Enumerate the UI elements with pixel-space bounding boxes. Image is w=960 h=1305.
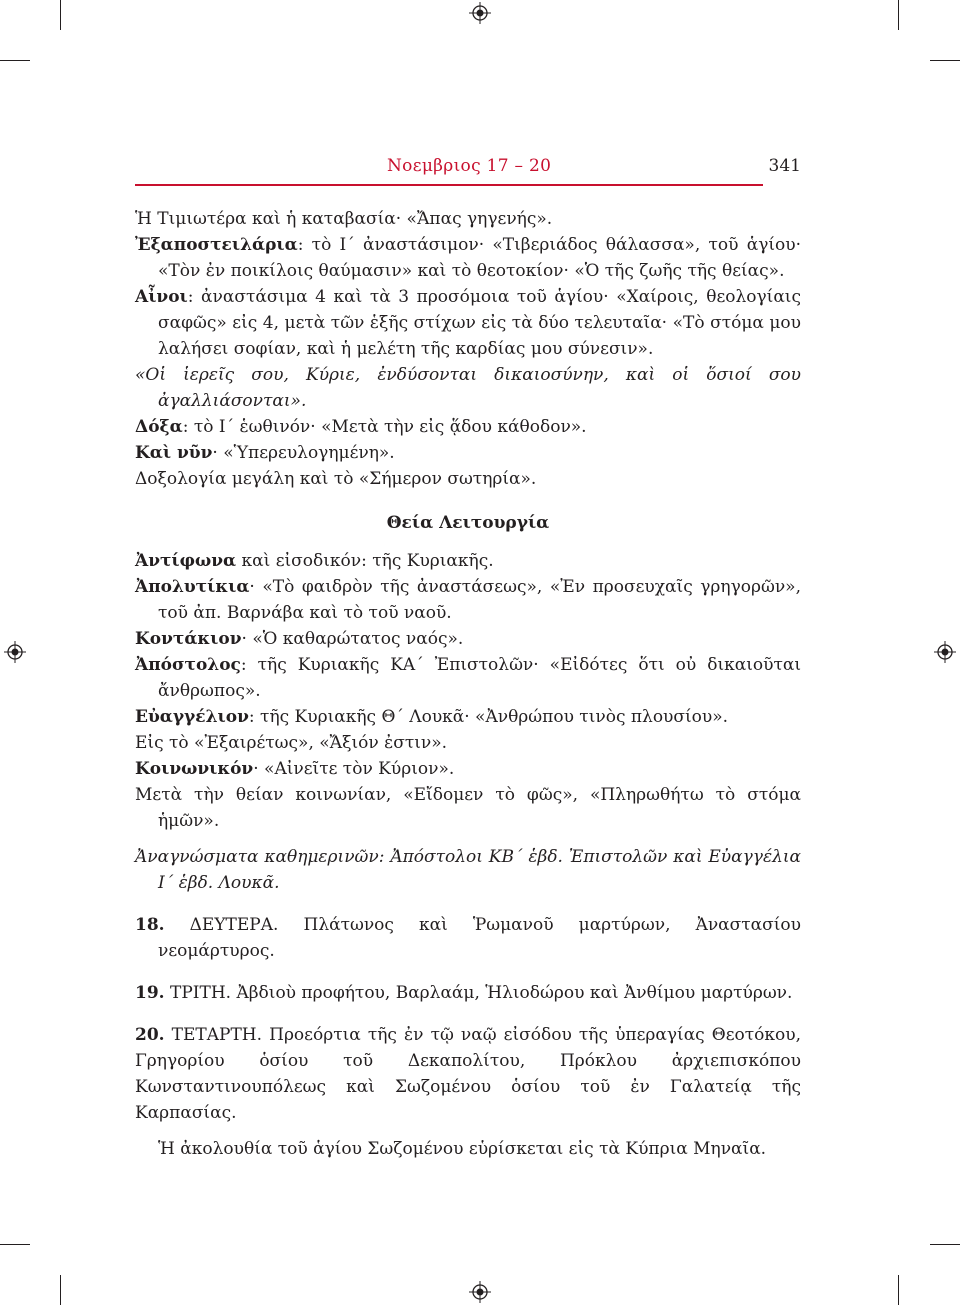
- rubric-label: Αἶνοι: [135, 287, 188, 307]
- rubric-label: Κοινωνικόν: [135, 759, 254, 779]
- paragraph: [135, 652, 801, 704]
- crop-mark: [930, 60, 960, 61]
- paragraph: [135, 466, 801, 492]
- crop-mark: [0, 60, 30, 61]
- text: Δοξολογία μεγάλη καὶ τὸ «Σήμερον σωτηρία».: [135, 469, 537, 489]
- rubric-label: Εὐαγγέλιον: [135, 707, 249, 727]
- paragraph: [135, 844, 801, 896]
- paragraph: [135, 284, 801, 362]
- day-entry: [135, 912, 801, 964]
- crop-mark: [930, 1244, 960, 1245]
- paragraph: [135, 626, 801, 652]
- registration-mark-icon: [469, 2, 491, 24]
- rubric-label: Ἀπολυτίκια: [135, 577, 250, 597]
- paragraph: [135, 1136, 801, 1162]
- text: : τὸ Ι´ ἀναστάσιμον· «Τιβεριάδος θάλασσα», τοῦ ἁγίου· «Τὸν ἐν ποικίλοις θαύμασιν» καὶ τὸ θεοτοκίον· «Ὁ τῆς ζωῆς τῆς θείας».: [158, 235, 801, 281]
- day-number: 19.: [135, 983, 165, 1003]
- day-number: 18.: [135, 915, 165, 935]
- text: «Οἱ ἱερεῖς σου, Κύριε, ἐνδύσονται δικαιοσύνην, καὶ οἱ ὅσιοί σου ἀγαλλιάσονται».: [135, 365, 801, 411]
- crop-mark: [60, 0, 61, 30]
- text: Μετὰ τὴν θείαν κοινωνίαν, «Εἴδομεν τὸ φῶς», «Πληρωθήτω τὸ στόμα ἡμῶν».: [135, 785, 801, 831]
- text: Ἡ ἀκολουθία τοῦ ἁγίου Σωζομένου εὑρίσκεται εἰς τὰ Κύπρια Μηναῖα.: [158, 1139, 767, 1159]
- crop-mark: [0, 1244, 30, 1245]
- rubric-label: Ἀντίφωνα: [135, 551, 237, 571]
- page-header: [135, 156, 801, 186]
- text: ΔΕΥΤΕΡΑ. Πλάτωνος καὶ Ῥωμανοῦ μαρτύρων, Ἀναστασίου νεομάρτυρος.: [158, 915, 801, 961]
- text: : τὸ Ι´ ἑωθινόν· «Μετὰ τὴν εἰς ᾅδου κάθοδον».: [182, 417, 587, 437]
- rubric-label: Ἀπόστολος: [135, 655, 241, 675]
- rubric-label: Ἐξαποστειλάρια: [135, 235, 298, 255]
- page-number: 341: [768, 156, 801, 176]
- text: : τῆς Κυριακῆς ΚΑ´ Ἐπιστολῶν· «Εἰδότες ὅτι οὐ δικαιοῦται ἄνθρωπος».: [158, 655, 801, 701]
- registration-mark-icon: [469, 1281, 491, 1303]
- paragraph: [135, 206, 801, 232]
- paragraph: [135, 362, 801, 414]
- text: · «Αἰνεῖτε τὸν Κύριον».: [253, 759, 455, 779]
- text: : ἀναστάσιμα 4 καὶ τὰ 3 προσόμοια τοῦ ἁγίου· «Χαίροις, θεολογίαις σαφῶς» εἰς 4, μετὰ τῶν ἑξῆς στίχων εἰς τὰ δύο τελευταῖα· «Τὸ στόμα μου λαλήσει σοφίαν, καὶ ἡ μελέτη τῆς καρδίας μου σύνεσιν».: [158, 287, 801, 359]
- text: ΤΕΤΑΡΤΗ. Προεόρτια τῆς ἐν τῷ ναῷ εἰσόδου τῆς ὑπεραγίας Θεοτόκου, Γρηγορίου ὁσίου τοῦ Δεκαπολίτου, Πρόκλου ἀρχιεπισκόπου Κωνσταντινουπόλεως καὶ Σωζομένου ὁσίου τοῦ ἐν Γαλατείᾳ τῆς Καρπασίας.: [135, 1025, 801, 1123]
- paragraph: [135, 574, 801, 626]
- paragraph: [135, 548, 801, 574]
- text: Ἀναγνώσματα καθημερινῶν: Ἀπόστολοι ΚΒ´ ἑβδ. Ἐπιστολῶν καὶ Εὐαγγέλια Ι´ ἑβδ. Λουκᾶ.: [135, 847, 801, 893]
- page-body: [135, 206, 801, 1162]
- section-title: Θεία Λειτουργία: [386, 513, 550, 533]
- text: Εἰς τὸ «Ἐξαιρέτως», «Ἄξιόν ἐστιν».: [135, 733, 448, 753]
- rubric-label: Κοντάκιον: [135, 629, 242, 649]
- day-entry: [135, 980, 801, 1006]
- text: · «Ὁ καθαρώτατος ναός».: [241, 629, 464, 649]
- crop-mark: [898, 1275, 899, 1305]
- crop-mark: [60, 1275, 61, 1305]
- crop-mark: [898, 0, 899, 30]
- text: : τῆς Κυριακῆς Θ´ Λουκᾶ· «Ἀνθρώπου τινὸς πλουσίου».: [248, 707, 729, 727]
- header-rule: [135, 184, 763, 186]
- text: ΤΡΙΤΗ. Ἀβδιοὺ προφήτου, Βαρλαάμ, Ἡλιοδώρου καὶ Ἀνθίμου μαρτύρων.: [164, 983, 793, 1003]
- rubric-label: Δόξα: [135, 417, 183, 437]
- running-title: Νοεμβριος 17 – 20: [387, 156, 552, 176]
- day-entry: [135, 1022, 801, 1126]
- paragraph: [135, 756, 801, 782]
- text: · «Ὑπερευλογημένη».: [212, 443, 395, 463]
- text: · «Τὸ φαιδρὸν τῆς ἀναστάσεως», «Ἐν προσευχαῖς γρηγορῶν», τοῦ ἀπ. Βαρνάβα καὶ τὸ τοῦ ναοῦ.: [158, 577, 801, 623]
- paragraph: [135, 730, 801, 756]
- text: Ἡ Τιμιωτέρα καὶ ἡ καταβασία· «Ἄπας γηγενής».: [135, 209, 553, 229]
- paragraph: [135, 414, 801, 440]
- paragraph: [135, 704, 801, 730]
- rubric-label: Καὶ νῦν: [135, 443, 213, 463]
- registration-mark-icon: [934, 641, 956, 663]
- text: καὶ εἰσοδικόν: τῆς Κυριακῆς.: [236, 551, 494, 571]
- paragraph: [135, 440, 801, 466]
- paragraph: [135, 232, 801, 284]
- paragraph: [135, 782, 801, 834]
- day-number: 20.: [135, 1025, 165, 1045]
- registration-mark-icon: [4, 641, 26, 663]
